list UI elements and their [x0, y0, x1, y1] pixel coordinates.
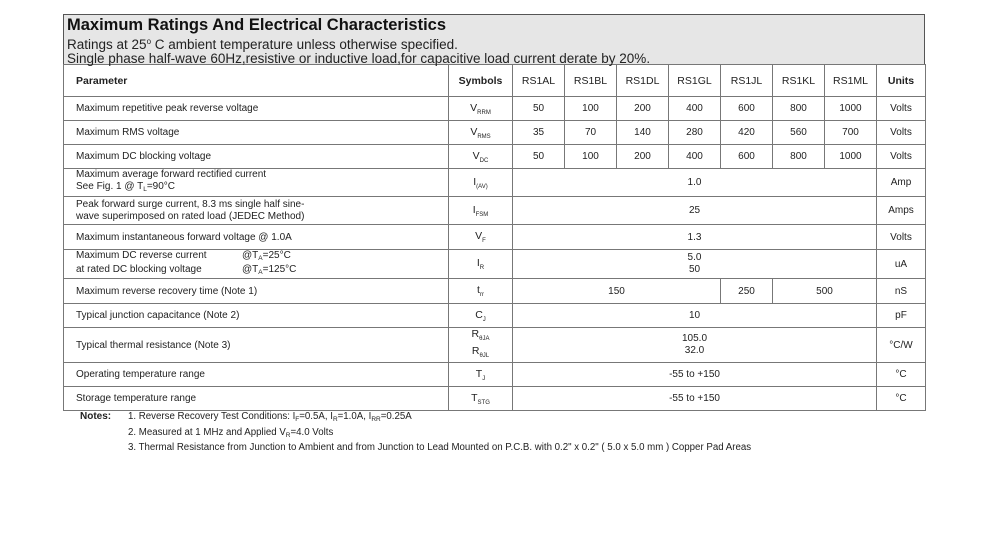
- value-cell: 1.0: [513, 169, 877, 197]
- note-text: =1.0A, I: [337, 411, 372, 422]
- note-2: [128, 427, 333, 439]
- symbol-letter: V: [470, 101, 478, 114]
- symbol-subscript: RMS: [477, 133, 491, 140]
- symbol-subscript: R: [479, 265, 485, 271]
- ambient-temperature-note: [67, 35, 921, 52]
- part-header-rs1kl: RS1KL: [773, 65, 825, 97]
- note-3: 3. Thermal Resistance from Junction to Ambient and from Junction to Lead Mounted on P.C.B. with 0.2" x 0.2" ( 5.0 x 5.0 mm ) Copper Pad Areas: [128, 442, 752, 453]
- symbol-line: [453, 328, 508, 345]
- symbol-letter: I: [472, 203, 476, 216]
- unit-cell: uA: [877, 250, 926, 279]
- parameter-line: [76, 264, 444, 278]
- symbol-letter: C: [475, 308, 483, 321]
- symbol-cell: [449, 328, 513, 363]
- parameter-cell: Operating temperature range: [64, 363, 449, 387]
- value-cell: 600: [721, 97, 773, 121]
- value-cell: 50: [513, 145, 565, 169]
- value-cell: 400: [669, 97, 721, 121]
- value-cell: -55 to +150: [513, 387, 877, 411]
- value-cell: 1000: [825, 97, 877, 121]
- value-cell: 100: [565, 97, 617, 121]
- value-cell: 560: [773, 121, 825, 145]
- condition-text: See Fig. 1 @ T: [76, 181, 144, 192]
- parameter-cell: Storage temperature range: [64, 387, 449, 411]
- note-1: [128, 411, 412, 423]
- part-header-rs1dl: RS1DL: [617, 65, 669, 97]
- table-row: [64, 225, 926, 250]
- note-subscript: RR: [371, 416, 381, 423]
- value-cell: [513, 328, 877, 363]
- table-row: [64, 279, 926, 304]
- symbol-letter: T: [475, 367, 483, 380]
- value-cell: 70: [565, 121, 617, 145]
- unit-cell: °C: [877, 387, 926, 411]
- value-cell: 800: [773, 97, 825, 121]
- value-cell: 700: [825, 121, 877, 145]
- symbol-line: [453, 345, 508, 362]
- parameter-cell: Typical thermal resistance (Note 3): [64, 328, 449, 363]
- unit-cell: °C/W: [877, 328, 926, 363]
- table-row: [64, 363, 926, 387]
- value-cell: 50: [513, 97, 565, 121]
- condition-prefix: @T: [242, 250, 259, 261]
- part-header-rs1ml: RS1ML: [825, 65, 877, 97]
- parameter-cell: Maximum repetitive peak reverse voltage: [64, 97, 449, 121]
- symbol-letter: V: [472, 149, 480, 162]
- ratings-header: [63, 14, 925, 64]
- unit-cell: Volts: [877, 97, 926, 121]
- parameter-line: [76, 250, 444, 264]
- condition-text: [242, 264, 296, 278]
- note-subscript: R: [285, 432, 291, 439]
- symbol-subscript: J: [482, 375, 486, 382]
- part-header-rs1bl: RS1BL: [565, 65, 617, 97]
- table-row: [64, 169, 926, 197]
- symbol-cell: [449, 197, 513, 225]
- parameter-line: wave superimposed on rated load (JEDEC Method): [76, 210, 305, 222]
- table-row: [64, 121, 926, 145]
- condition-suffix: =125°C: [262, 264, 297, 275]
- unit-cell: °C: [877, 363, 926, 387]
- degree-mark: o: [146, 37, 152, 46]
- ambient-text-pre: Ratings at 25: [67, 37, 147, 52]
- parameter-cell: Typical junction capacitance (Note 2): [64, 304, 449, 328]
- value-line: 32.0: [684, 345, 705, 356]
- table-row: [64, 197, 926, 225]
- symbol-cell: [449, 279, 513, 304]
- unit-cell: pF: [877, 304, 926, 328]
- condition-text: [242, 250, 291, 264]
- symbol-subscript: FSM: [475, 211, 489, 218]
- parameter-cell: Maximum reverse recovery time (Note 1): [64, 279, 449, 304]
- unit-cell: Amp: [877, 169, 926, 197]
- value-cell: 200: [617, 97, 669, 121]
- condition-suffix: =25°C: [262, 250, 291, 261]
- table-header-row: [64, 65, 926, 97]
- parameter-cell: [64, 169, 449, 197]
- parameter-cell: Maximum instantaneous forward voltage @ 1.0A: [64, 225, 449, 250]
- ambient-text-post: C ambient temperature unless otherwise specified.: [151, 37, 458, 52]
- note-text: =0.25A: [380, 411, 412, 422]
- value-cell: 1.3: [513, 225, 877, 250]
- value-cell: 150: [513, 279, 721, 304]
- unit-cell: Volts: [877, 121, 926, 145]
- symbols-header: Symbols: [449, 65, 513, 97]
- parameter-header: Parameter: [64, 65, 449, 97]
- table-row: [64, 250, 926, 279]
- condition-text: =90°C: [146, 181, 176, 192]
- condition-prefix: @T: [242, 264, 259, 275]
- symbol-cell: [449, 169, 513, 197]
- symbol-letter: V: [475, 230, 483, 242]
- parameter-cell: Maximum RMS voltage: [64, 121, 449, 145]
- symbol-subscript: θJL: [479, 353, 490, 359]
- value-cell: 600: [721, 145, 773, 169]
- symbol-subscript: θJA: [479, 336, 490, 342]
- part-header-rs1al: RS1AL: [513, 65, 565, 97]
- parameter-cell: [64, 250, 449, 279]
- value-cell: -55 to +150: [513, 363, 877, 387]
- parameter-line: [76, 181, 444, 196]
- table-row: [64, 328, 926, 363]
- note-subscript: R: [332, 416, 338, 423]
- symbol-cell: [449, 250, 513, 279]
- part-header-rs1jl: RS1JL: [721, 65, 773, 97]
- value-cell: 200: [617, 145, 669, 169]
- ratings-table: [63, 64, 926, 411]
- symbol-letter: V: [470, 125, 478, 138]
- parameter-cell: Maximum DC blocking voltage: [64, 145, 449, 169]
- parameter-line: Peak forward surge current, 8.3 ms single half sine-: [76, 198, 305, 210]
- document-title: Maximum Ratings And Electrical Characteristics: [67, 16, 447, 34]
- value-cell: 800: [773, 145, 825, 169]
- notes-label: Notes:: [80, 411, 112, 422]
- value-line: 5.0: [687, 252, 702, 263]
- unit-cell: Volts: [877, 145, 926, 169]
- symbol-letter: I: [476, 257, 480, 269]
- symbol-letter: t: [477, 284, 480, 296]
- parameter-cell: [64, 197, 449, 225]
- symbol-letter: R: [471, 345, 480, 357]
- value-cell: 500: [773, 279, 877, 304]
- value-cell: 250: [721, 279, 773, 304]
- table-row: [64, 304, 926, 328]
- load-derating-note: Single phase half-wave 60Hz,resistive or inductive load,for capacitive load current derate by 20%.: [67, 51, 651, 66]
- condition-subscript: L: [143, 186, 147, 193]
- unit-cell: Volts: [877, 225, 926, 250]
- part-header-rs1gl: RS1GL: [669, 65, 721, 97]
- units-header: Units: [877, 65, 926, 97]
- value-cell: 400: [669, 145, 721, 169]
- value-cell: 280: [669, 121, 721, 145]
- value-cell: 100: [565, 145, 617, 169]
- condition-subscript: A: [258, 255, 263, 262]
- symbol-letter: I: [473, 175, 477, 188]
- symbol-cell: [449, 387, 513, 411]
- symbol-subscript: RRM: [477, 109, 491, 116]
- note-text: =4.0 Volts: [290, 427, 334, 438]
- unit-cell: nS: [877, 279, 926, 304]
- symbol-cell: [449, 363, 513, 387]
- symbol-subscript: J: [482, 316, 486, 323]
- value-cell: 25: [513, 197, 877, 225]
- value-cell: 420: [721, 121, 773, 145]
- value-cell: 1000: [825, 145, 877, 169]
- parameter-line: Maximum average forward rectified current: [76, 169, 267, 180]
- table-row: [64, 145, 926, 169]
- value-line: 50: [688, 264, 701, 275]
- symbol-letter: R: [471, 328, 480, 340]
- value-cell: [513, 250, 877, 279]
- symbol-cell: [449, 145, 513, 169]
- note-text: =0.5A, I: [299, 411, 333, 422]
- symbol-cell: [449, 121, 513, 145]
- note-text: 2. Measured at 1 MHz and Applied V: [128, 427, 286, 438]
- symbol-subscript: rr: [479, 292, 484, 298]
- symbol-cell: [449, 304, 513, 328]
- note-text: 1. Reverse Recovery Test Conditions: I: [128, 411, 296, 422]
- condition-subscript: A: [258, 269, 263, 276]
- value-cell: 140: [617, 121, 669, 145]
- value-line: 105.0: [681, 333, 708, 344]
- ratings-sheet: [63, 14, 925, 411]
- note-subscript: F: [295, 416, 300, 423]
- parameter-text: Maximum DC reverse current: [76, 250, 207, 261]
- table-row: [64, 97, 926, 121]
- value-cell: 35: [513, 121, 565, 145]
- symbol-subscript: (AV): [476, 183, 488, 190]
- unit-cell: Amps: [877, 197, 926, 225]
- symbol-cell: [449, 225, 513, 250]
- value-cell: 10: [513, 304, 877, 328]
- parameter-text: at rated DC blocking voltage: [76, 264, 202, 275]
- symbol-subscript: STG: [477, 399, 490, 406]
- symbol-subscript: DC: [479, 157, 489, 164]
- symbol-cell: [449, 97, 513, 121]
- symbol-subscript: F: [482, 238, 486, 244]
- symbol-letter: T: [471, 391, 478, 404]
- table-row: [64, 387, 926, 411]
